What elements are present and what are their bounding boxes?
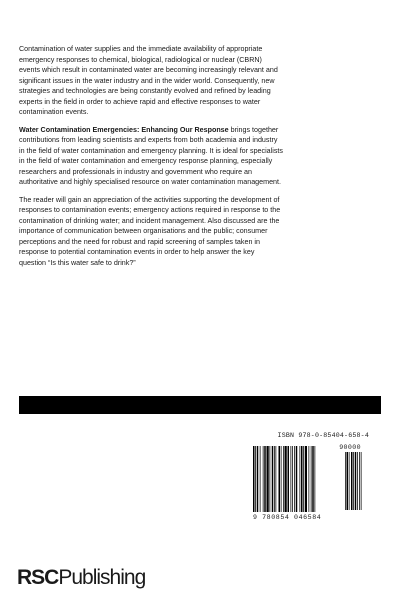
barcode-block — [253, 432, 369, 522]
blurb-paragraph-intro: Contamination of water supplies and the immediate availability of appropriate emergency responses to chemical, biological, radiological or nuclear (CBRN) events which result in contaminated water are becoming increasingly relevant and significant issues in the water industry and in the wider world. Consequently, new strategies and technologies are being constantly evolved and refined by leading experts in the field in order to achieve rapid and effective responses to water contamination events. — [19, 45, 278, 116]
logo-rsc: RSC — [17, 566, 59, 589]
publisher-logo — [17, 566, 145, 590]
isbn-label: ISBN 978-0-85404-658-4 — [277, 432, 369, 439]
book-title: Water Contamination Emergencies: Enhancing Our Response — [19, 125, 229, 134]
barcode-digits: 9 780854 046584 — [253, 514, 322, 521]
book-description: brings together contributions from leading scientists and experts from both academia and industry in the field of water contamination and emergency planning. It is ideal for specialists in the field of water contamination and emergency response planning, especially researchers and professionals in industry and government who require an authoritative and highly specialised resource on water contamination management. — [19, 125, 283, 186]
logo-publishing: Publishing — [58, 566, 146, 589]
barcode-addon-number: 90000 — [339, 444, 361, 451]
blurb-paragraph-reader: The reader will gain an appreciation of the activities supporting the development of responses to contamination events; emergency actions required in response to the contamination of drinking water; and incident management. Also discussed are the importance of communication between organisations and the public; consumer perceptions and the need for robust and rapid screening of samples taken in response to potential contamination events in order to help answer the key question “Is this water safe to drink?” — [19, 195, 281, 267]
blurb-paragraph-book — [19, 125, 283, 188]
blurb — [19, 44, 283, 275]
black-band — [19, 396, 381, 414]
barcode-icon — [253, 446, 369, 514]
